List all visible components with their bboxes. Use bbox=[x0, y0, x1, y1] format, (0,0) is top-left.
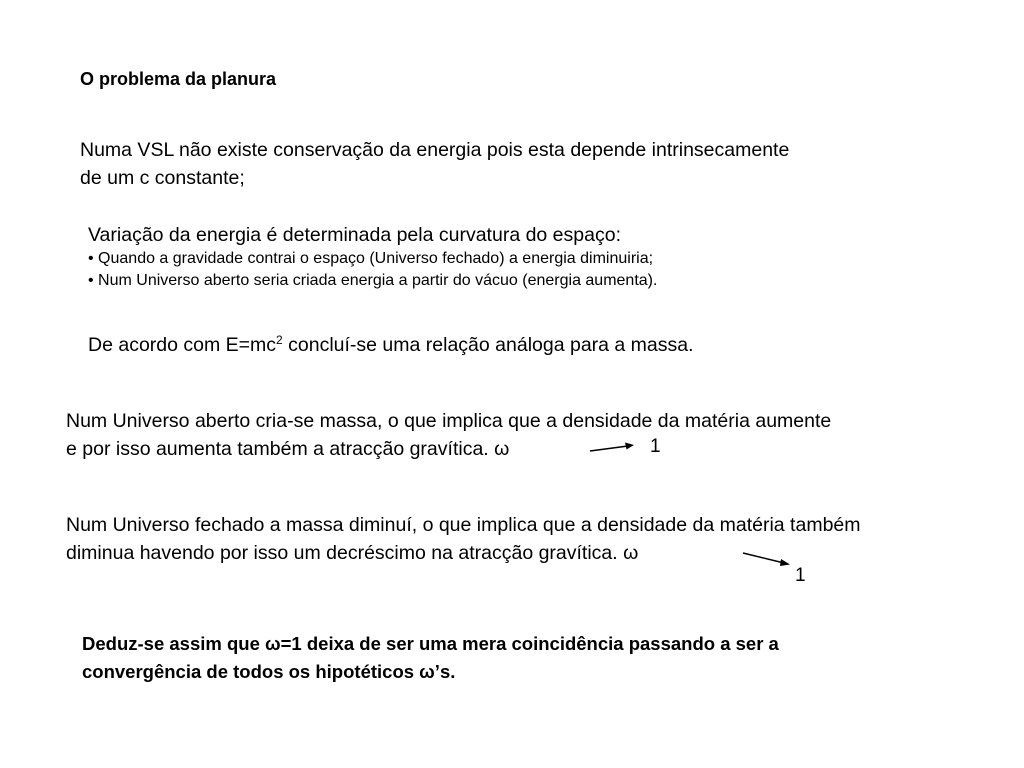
conclusion-line-2: convergência de todos os hipotéticos ω’s. bbox=[82, 661, 456, 682]
bullet-closed-universe: • Quando a gravidade contrai o espaço (Universo fechado) a energia diminuiria; bbox=[88, 250, 654, 267]
conclusion-line-1: Deduz-se assim que ω=1 deixa de ser uma mera coincidência passando a ser a bbox=[82, 633, 779, 654]
energy-bullet-list bbox=[88, 248, 657, 292]
open-universe-line-1: Num Universo aberto cria-se massa, o que implica que a densidade da matéria aumente bbox=[66, 410, 832, 432]
conclusion-paragraph bbox=[82, 630, 779, 686]
slide-title: O problema da planura bbox=[80, 69, 277, 89]
open-universe-omega-target: 1 bbox=[650, 436, 661, 457]
closed-universe-omega-target: 1 bbox=[795, 565, 806, 586]
mass-relation-superscript: 2 bbox=[276, 333, 283, 347]
mass-relation-paragraph bbox=[88, 331, 694, 359]
closed-universe-line-2: diminua havendo por isso um decréscimo na atracção gravítica. ω bbox=[66, 542, 639, 564]
closed-universe-arrow-icon bbox=[741, 551, 793, 569]
mass-relation-text-before: De acordo com E=mc bbox=[88, 334, 277, 356]
bullet-open-universe: • Num Universo aberto seria criada energia a partir do vácuo (energia aumenta). bbox=[88, 272, 658, 289]
open-universe-arrow-icon bbox=[588, 441, 638, 455]
open-universe-paragraph bbox=[66, 407, 831, 463]
vsl-paragraph-line-2: de um c constante; bbox=[80, 167, 245, 189]
mass-relation-text-after: concluí-se uma relação análoga para a massa. bbox=[282, 334, 694, 356]
vsl-energy-paragraph bbox=[80, 136, 789, 192]
energy-variation-intro: Variação da energia é determinada pela curvatura do espaço: bbox=[88, 224, 621, 246]
vsl-paragraph-line-1: Numa VSL não existe conservação da energia pois esta depende intrinsecamente bbox=[80, 139, 790, 161]
open-universe-line-2: e por isso aumenta também a atracção gravítica. ω bbox=[66, 438, 510, 460]
closed-universe-line-1: Num Universo fechado a massa diminuí, o que implica que a densidade da matéria também bbox=[66, 514, 861, 536]
